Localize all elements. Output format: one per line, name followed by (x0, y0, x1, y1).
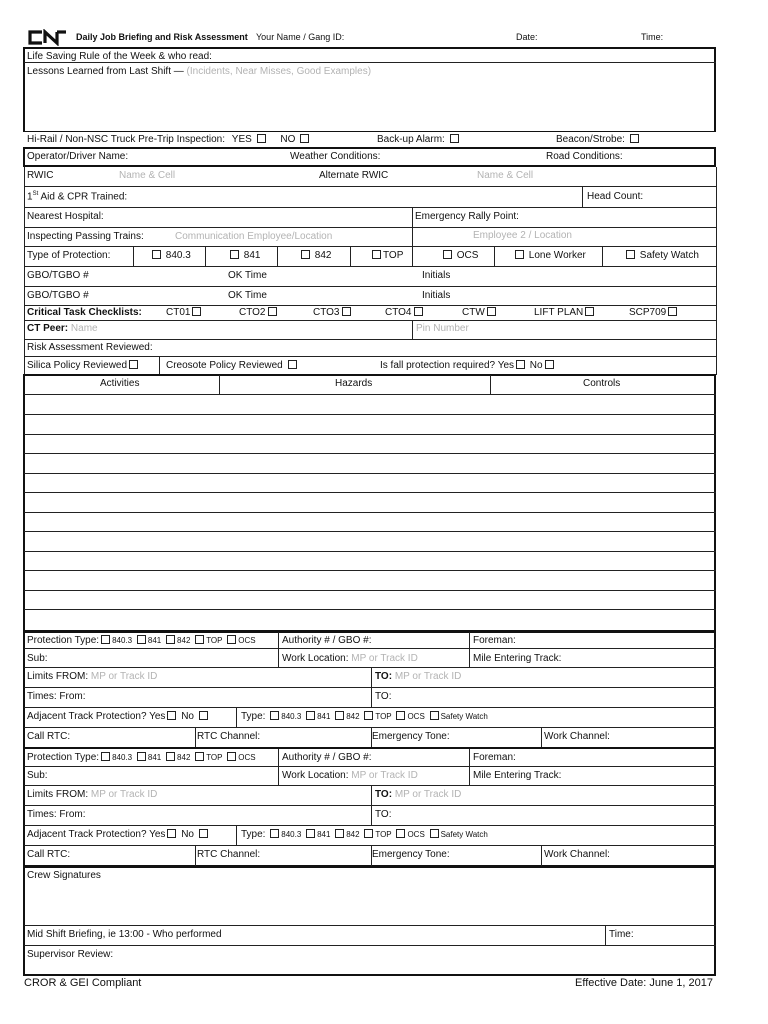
b2-work-channel: Work Channel: (544, 849, 610, 860)
b1-call-rtc: Call RTC: (27, 731, 71, 742)
controls-header: Controls (583, 378, 621, 389)
critical-cto4-label: CTO4 (385, 307, 412, 318)
b1-emergency-tone: Emergency Tone: (372, 731, 450, 742)
nearest-hospital-label: Nearest Hospital: (27, 211, 104, 222)
head-count-label: Head Count: (587, 191, 644, 202)
b1-opt-840[interactable]: 840.3 (112, 636, 133, 645)
backup-alarm-label: Back-up Alarm: (377, 134, 445, 145)
creosote-label: Creosote Policy Reviewed (166, 360, 283, 371)
b1-limits-label: Limits FROM: (27, 671, 89, 682)
critical-cto2[interactable] (239, 307, 279, 318)
b2-limits-to-field[interactable]: MP or Track ID (394, 789, 462, 800)
b2-call-rtc: Call RTC: (27, 849, 71, 860)
critical-cto3[interactable] (313, 307, 353, 318)
mid-shift-time-label: Time: (609, 929, 634, 940)
b2-adj-ocs[interactable]: OCS (407, 830, 425, 839)
hirail-row (27, 134, 311, 145)
b2-opt-840[interactable]: 840.3 (112, 753, 133, 762)
b1-adjacent-label: Adjacent Track Protection? Yes (27, 711, 166, 722)
communication-employee-field[interactable]: Communication Employee/Location (175, 231, 333, 242)
protection-841[interactable] (228, 250, 260, 261)
protection-block-2 (23, 747, 716, 867)
b2-prot-type-label: Protection Type: (27, 752, 100, 763)
b1-adj-type (241, 711, 488, 722)
hazard-table (23, 374, 716, 632)
cror-compliant: CROR & GEI Compliant (24, 977, 142, 989)
date-label: Date: (516, 32, 538, 42)
hirail-no-label: NO (280, 134, 296, 145)
hirail-yes-label: YES (231, 134, 252, 145)
fall-yes-checkbox[interactable] (516, 360, 525, 369)
protection-safety-watch-label: Safety Watch (639, 250, 699, 261)
b1-adjacent (27, 711, 210, 722)
protection-ocs-label: OCS (456, 250, 479, 261)
form-title: Daily Job Briefing and Risk Assessment (76, 32, 248, 42)
rally-point-label: Emergency Rally Point: (415, 211, 519, 222)
silica-policy[interactable] (27, 360, 140, 371)
fall-no-checkbox[interactable] (545, 360, 554, 369)
b2-adj-842[interactable]: 842 (346, 830, 360, 839)
b1-opt-841[interactable]: 841 (147, 636, 162, 645)
b2-sub-label: Sub: (27, 770, 48, 781)
critical-ctw[interactable] (462, 307, 498, 318)
critical-lift-plan[interactable] (534, 307, 596, 318)
b2-opt-842[interactable]: 842 (177, 753, 191, 762)
b1-limits-to (375, 671, 461, 682)
effective-date: Effective Date: June 1, 2017 (575, 977, 713, 989)
b1-authority-label: Authority # / GBO #: (282, 635, 372, 646)
b1-adj-ocs[interactable]: OCS (407, 712, 425, 721)
protection-lone-worker-label: Lone Worker (528, 250, 586, 261)
first-aid-text: Aid & CPR Trained: (38, 191, 128, 203)
hazards-header: Hazards (335, 378, 373, 389)
ct-peer-label (27, 323, 98, 334)
b1-limits-from (27, 671, 157, 682)
ct-peer-text: CT Peer: (27, 323, 69, 334)
b2-work-location (282, 770, 418, 781)
fall-protection (380, 360, 556, 371)
b1-adj-no[interactable] (199, 711, 208, 720)
critical-scp709-label: SCP709 (629, 307, 667, 318)
crew-signatures-box (23, 866, 716, 976)
critical-task-label (27, 307, 142, 318)
b2-limits-to-label: TO: (375, 789, 393, 800)
creosote-policy[interactable] (166, 360, 299, 371)
alt-rwic-name-cell[interactable]: Name & Cell (477, 170, 534, 181)
supervisor-review-label: Supervisor Review: (27, 949, 114, 960)
protection-840-3[interactable] (150, 250, 191, 261)
activities-header: Activities (100, 378, 140, 389)
weather-label: Weather Conditions: (290, 151, 381, 162)
b1-work-location-label: Work Location: (282, 653, 349, 664)
b2-limits-field[interactable]: MP or Track ID (90, 789, 158, 800)
first-aid-sup: St (32, 191, 39, 197)
b2-work-location-label: Work Location: (282, 770, 349, 781)
operator-name-label: Operator/Driver Name: (27, 151, 129, 162)
critical-scp709[interactable] (629, 307, 679, 318)
critical-task-text: Critical Task Checklists: (27, 307, 142, 318)
b2-protection-type (27, 752, 256, 763)
name-gang-label: Your Name / Gang ID: (256, 32, 345, 42)
backup-alarm (377, 134, 461, 145)
hirail-no-checkbox[interactable] (300, 134, 309, 143)
beacon-label: Beacon/Strobe: (556, 134, 625, 145)
fall-no-label: No (529, 360, 543, 371)
b2-type-label: Type: (241, 829, 266, 840)
protection-top-label: TOP (383, 250, 404, 261)
alternate-rwic-label: Alternate RWIC (319, 170, 389, 181)
lessons-placeholder[interactable]: (Incidents, Near Misses, Good Examples) (186, 66, 372, 77)
initials-label-2: Initials (422, 290, 451, 301)
b2-adj-840[interactable]: 840.3 (281, 830, 302, 839)
b1-type-label: Type: (241, 711, 266, 722)
b1-adj-841[interactable]: 841 (317, 712, 331, 721)
b2-adj-no-label: No (181, 829, 194, 840)
b1-limits-field[interactable]: MP or Track ID (90, 671, 158, 682)
gbo-label-2: GBO/TGBO # (27, 290, 89, 301)
hirail-label: Hi-Rail / Non-NSC Truck Pre-Trip Inspection: (27, 134, 226, 145)
first-aid-number: 1 (27, 191, 33, 203)
beacon-checkbox[interactable] (630, 134, 639, 143)
b2-opt-ocs[interactable]: OCS (238, 753, 256, 762)
beacon-strobe (556, 134, 641, 145)
crew-signatures-label: Crew Signatures (27, 870, 101, 881)
ok-time-label-2: OK Time (228, 290, 267, 301)
backup-alarm-checkbox[interactable] (450, 134, 459, 143)
b1-opt-top[interactable]: TOP (206, 636, 223, 645)
protection-safety-watch[interactable] (624, 250, 699, 261)
b2-opt-841[interactable]: 841 (147, 753, 162, 762)
b2-foreman-label: Foreman: (473, 752, 516, 763)
b2-limits-to (375, 789, 461, 800)
b1-adj-safety-watch[interactable]: Safety Watch (440, 712, 488, 721)
road-conditions-label: Road Conditions: (546, 151, 623, 162)
b2-adj-no[interactable] (199, 829, 208, 838)
b2-times-from: Times: From: (27, 809, 86, 820)
protection-842[interactable] (299, 250, 331, 261)
rwic-label: RWIC (27, 170, 54, 181)
life-saving-rule: Life Saving Rule of the Week & who read: (27, 51, 212, 62)
b1-adj-840[interactable]: 840.3 (281, 712, 302, 721)
b2-authority-label: Authority # / GBO #: (282, 752, 372, 763)
b2-adj-yes[interactable] (167, 829, 176, 838)
lessons-label-text: Lessons Learned from Last Shift — (27, 66, 184, 77)
fall-protection-label: Is fall protection required? (380, 360, 496, 371)
b2-mile-entering: Mile Entering Track: (473, 770, 562, 781)
protection-842-label: 842 (314, 250, 332, 261)
first-aid-label (27, 191, 127, 202)
b1-work-location-field[interactable]: MP or Track ID (351, 653, 418, 664)
b2-adj-safety-watch[interactable]: Safety Watch (440, 830, 488, 839)
critical-cto4[interactable] (385, 307, 425, 318)
critical-cto3-label: CTO3 (313, 307, 340, 318)
b2-adjacent-label: Adjacent Track Protection? Yes (27, 829, 166, 840)
b1-times-from: Times: From: (27, 691, 86, 702)
time-label: Time: (641, 32, 664, 42)
protection-type-label: Type of Protection: (27, 250, 111, 261)
b1-adj-842[interactable]: 842 (346, 712, 360, 721)
b1-adj-top[interactable]: TOP (375, 712, 392, 721)
cn-logo (26, 29, 68, 49)
b1-limits-to-label: TO: (375, 671, 393, 682)
critical-cto2-label: CTO2 (239, 307, 266, 318)
b1-times-to: TO: (375, 691, 392, 702)
critical-ct01-label: CT01 (166, 307, 191, 318)
mid-shift-label: Mid Shift Briefing, ie 13:00 - Who performed (27, 929, 222, 940)
b1-sub-label: Sub: (27, 653, 48, 664)
b2-emergency-tone: Emergency Tone: (372, 849, 450, 860)
b1-protection-type (27, 635, 256, 646)
silica-label: Silica Policy Reviewed (27, 360, 128, 371)
risk-assessment-label: Risk Assessment Reviewed: (27, 342, 153, 353)
b2-opt-top[interactable]: TOP (206, 753, 223, 762)
b2-adj-top[interactable]: TOP (375, 830, 392, 839)
employee2-field[interactable]: Employee 2 / Location (473, 230, 572, 241)
b2-adjacent (27, 829, 210, 840)
critical-lift-plan-label: LIFT PLAN (534, 307, 584, 318)
protection-ocs[interactable] (441, 250, 478, 261)
gbo-label-1: GBO/TGBO # (27, 270, 89, 281)
b1-adj-yes[interactable] (167, 711, 176, 720)
b1-work-channel: Work Channel: (544, 731, 610, 742)
protection-lone-worker[interactable] (513, 250, 586, 261)
protection-top[interactable] (370, 250, 403, 261)
b2-rtc-channel: RTC Channel: (197, 849, 261, 860)
b1-rtc-channel: RTC Channel: (197, 731, 261, 742)
b2-adj-type (241, 829, 488, 840)
critical-ct01[interactable] (166, 307, 203, 318)
hirail-yes-checkbox[interactable] (257, 134, 266, 143)
critical-ctw-label: CTW (462, 307, 485, 318)
rwic-name-cell[interactable]: Name & Cell (119, 170, 176, 181)
b1-prot-type-label: Protection Type: (27, 635, 100, 646)
ok-time-label-1: OK Time (228, 270, 267, 281)
b1-limits-to-field[interactable]: MP or Track ID (394, 671, 462, 682)
b2-limits-from (27, 789, 157, 800)
b1-opt-ocs[interactable]: OCS (238, 636, 256, 645)
b2-work-location-field[interactable]: MP or Track ID (351, 770, 418, 781)
protection-840-3-label: 840.3 (165, 250, 191, 261)
passing-trains-label: Inspecting Passing Trains: (27, 231, 144, 242)
pin-number-field[interactable]: Pin Number (416, 323, 469, 334)
b1-mile-entering: Mile Entering Track: (473, 653, 562, 664)
b2-limits-label: Limits FROM: (27, 789, 89, 800)
b1-work-location (282, 653, 418, 664)
ct-peer-name[interactable]: Name (70, 323, 98, 334)
lessons-learned-label (27, 66, 371, 77)
b1-adj-no-label: No (181, 711, 194, 722)
fall-yes-label: Yes (497, 360, 515, 371)
b2-times-to: TO: (375, 809, 392, 820)
protection-841-label: 841 (243, 250, 261, 261)
initials-label-1: Initials (422, 270, 451, 281)
b1-foreman-label: Foreman: (473, 635, 516, 646)
b2-adj-841[interactable]: 841 (317, 830, 331, 839)
b1-opt-842[interactable]: 842 (177, 636, 191, 645)
